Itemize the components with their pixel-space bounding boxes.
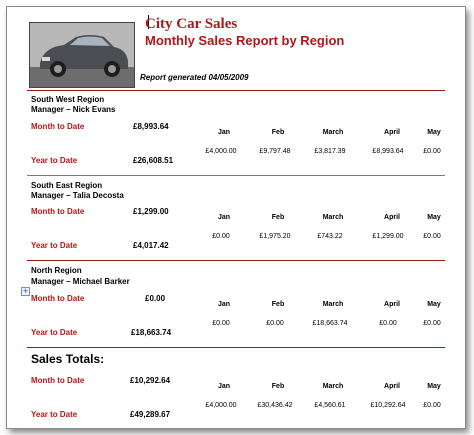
month-header: Feb [271,383,285,390]
month-value: £1,975.20 [259,233,291,240]
expand-plus-icon[interactable]: + [22,287,29,295]
year-to-date-value: £18,663.74 [131,328,172,337]
generated-date: 04/05/2009 [208,73,249,82]
month-header: March [322,129,344,136]
region-manager: Manager – Nick Evans [31,105,116,114]
month-header: April [384,301,400,308]
month-value: £10,292.64 [370,402,406,409]
report-title: City Car Sales [145,16,238,32]
month-header: April [384,214,400,221]
month-value: £4,560.61 [314,402,346,409]
month-to-date-label: Month to Date [31,122,85,131]
month-value: £0.00 [423,148,441,155]
year-to-date-label: Year to Date [31,156,78,165]
month-header: Feb [271,301,285,308]
car-illustration [30,23,134,87]
month-header: May [427,129,441,136]
region-manager: Manager – Michael Barker [31,277,130,286]
month-header: Jan [217,301,231,308]
month-header: Feb [271,129,285,136]
region-name: North Region [31,266,82,275]
month-value: £0.00 [423,402,441,409]
month-value: £9,797.48 [259,148,291,155]
year-to-date-value: £4,017.42 [133,241,169,250]
month-value: £0.00 [212,233,230,240]
totals-divider [27,347,445,348]
month-value: £1,299.00 [372,233,404,240]
month-header: Jan [217,383,231,390]
region-divider [27,260,445,261]
month-to-date-value: £8,993.64 [133,122,169,131]
month-value: £4,000.00 [205,148,237,155]
month-to-date-value: £1,299.00 [133,207,169,216]
year-to-date-label: Year to Date [31,241,78,250]
region-divider [27,175,445,176]
month-header: May [427,383,441,390]
month-header: March [322,301,344,308]
year-to-date-label: Year to Date [31,410,78,419]
header-divider [27,90,445,91]
month-value: £0.00 [423,233,441,240]
month-header: Jan [217,129,231,136]
month-value: £30,436.42 [257,402,293,409]
month-header: March [322,383,344,390]
month-value: £3,817.39 [314,148,346,155]
month-header: April [384,129,400,136]
generated-label: Report generated [140,73,207,82]
month-value: £0.00 [379,320,397,327]
region-name: South East Region [31,181,103,190]
region-manager: Manager – Talia Decosta [31,191,124,200]
month-value: £4,000.00 [205,402,237,409]
month-to-date-value: £10,292.64 [130,376,171,385]
month-header: March [322,214,344,221]
month-header: May [427,301,441,308]
month-value: £743.22 [317,233,343,240]
month-header: Jan [217,214,231,221]
year-to-date-label: Year to Date [31,328,78,337]
month-to-date-value: £0.00 [145,294,166,303]
month-value: £0.00 [212,320,230,327]
report-generated [140,73,249,82]
month-header: Feb [271,214,285,221]
month-header: April [384,383,400,390]
month-header: May [427,214,441,221]
region-name: South West Region [31,95,105,104]
year-to-date-value: £49,289.67 [130,410,171,419]
car-photo [29,22,135,88]
month-to-date-label: Month to Date [31,376,85,385]
month-to-date-label: Month to Date [31,207,85,216]
month-value: £0.00 [423,320,441,327]
report-frame [6,6,466,429]
report-subtitle: Monthly Sales Report by Region [145,33,345,48]
year-to-date-value: £26,608.51 [133,156,174,165]
sales-totals-heading: Sales Totals: [31,352,105,366]
month-value: £0.00 [266,320,284,327]
month-to-date-label: Month to Date [31,294,85,303]
month-value: £18,663.74 [312,320,348,327]
month-value: £8,993.64 [372,148,404,155]
